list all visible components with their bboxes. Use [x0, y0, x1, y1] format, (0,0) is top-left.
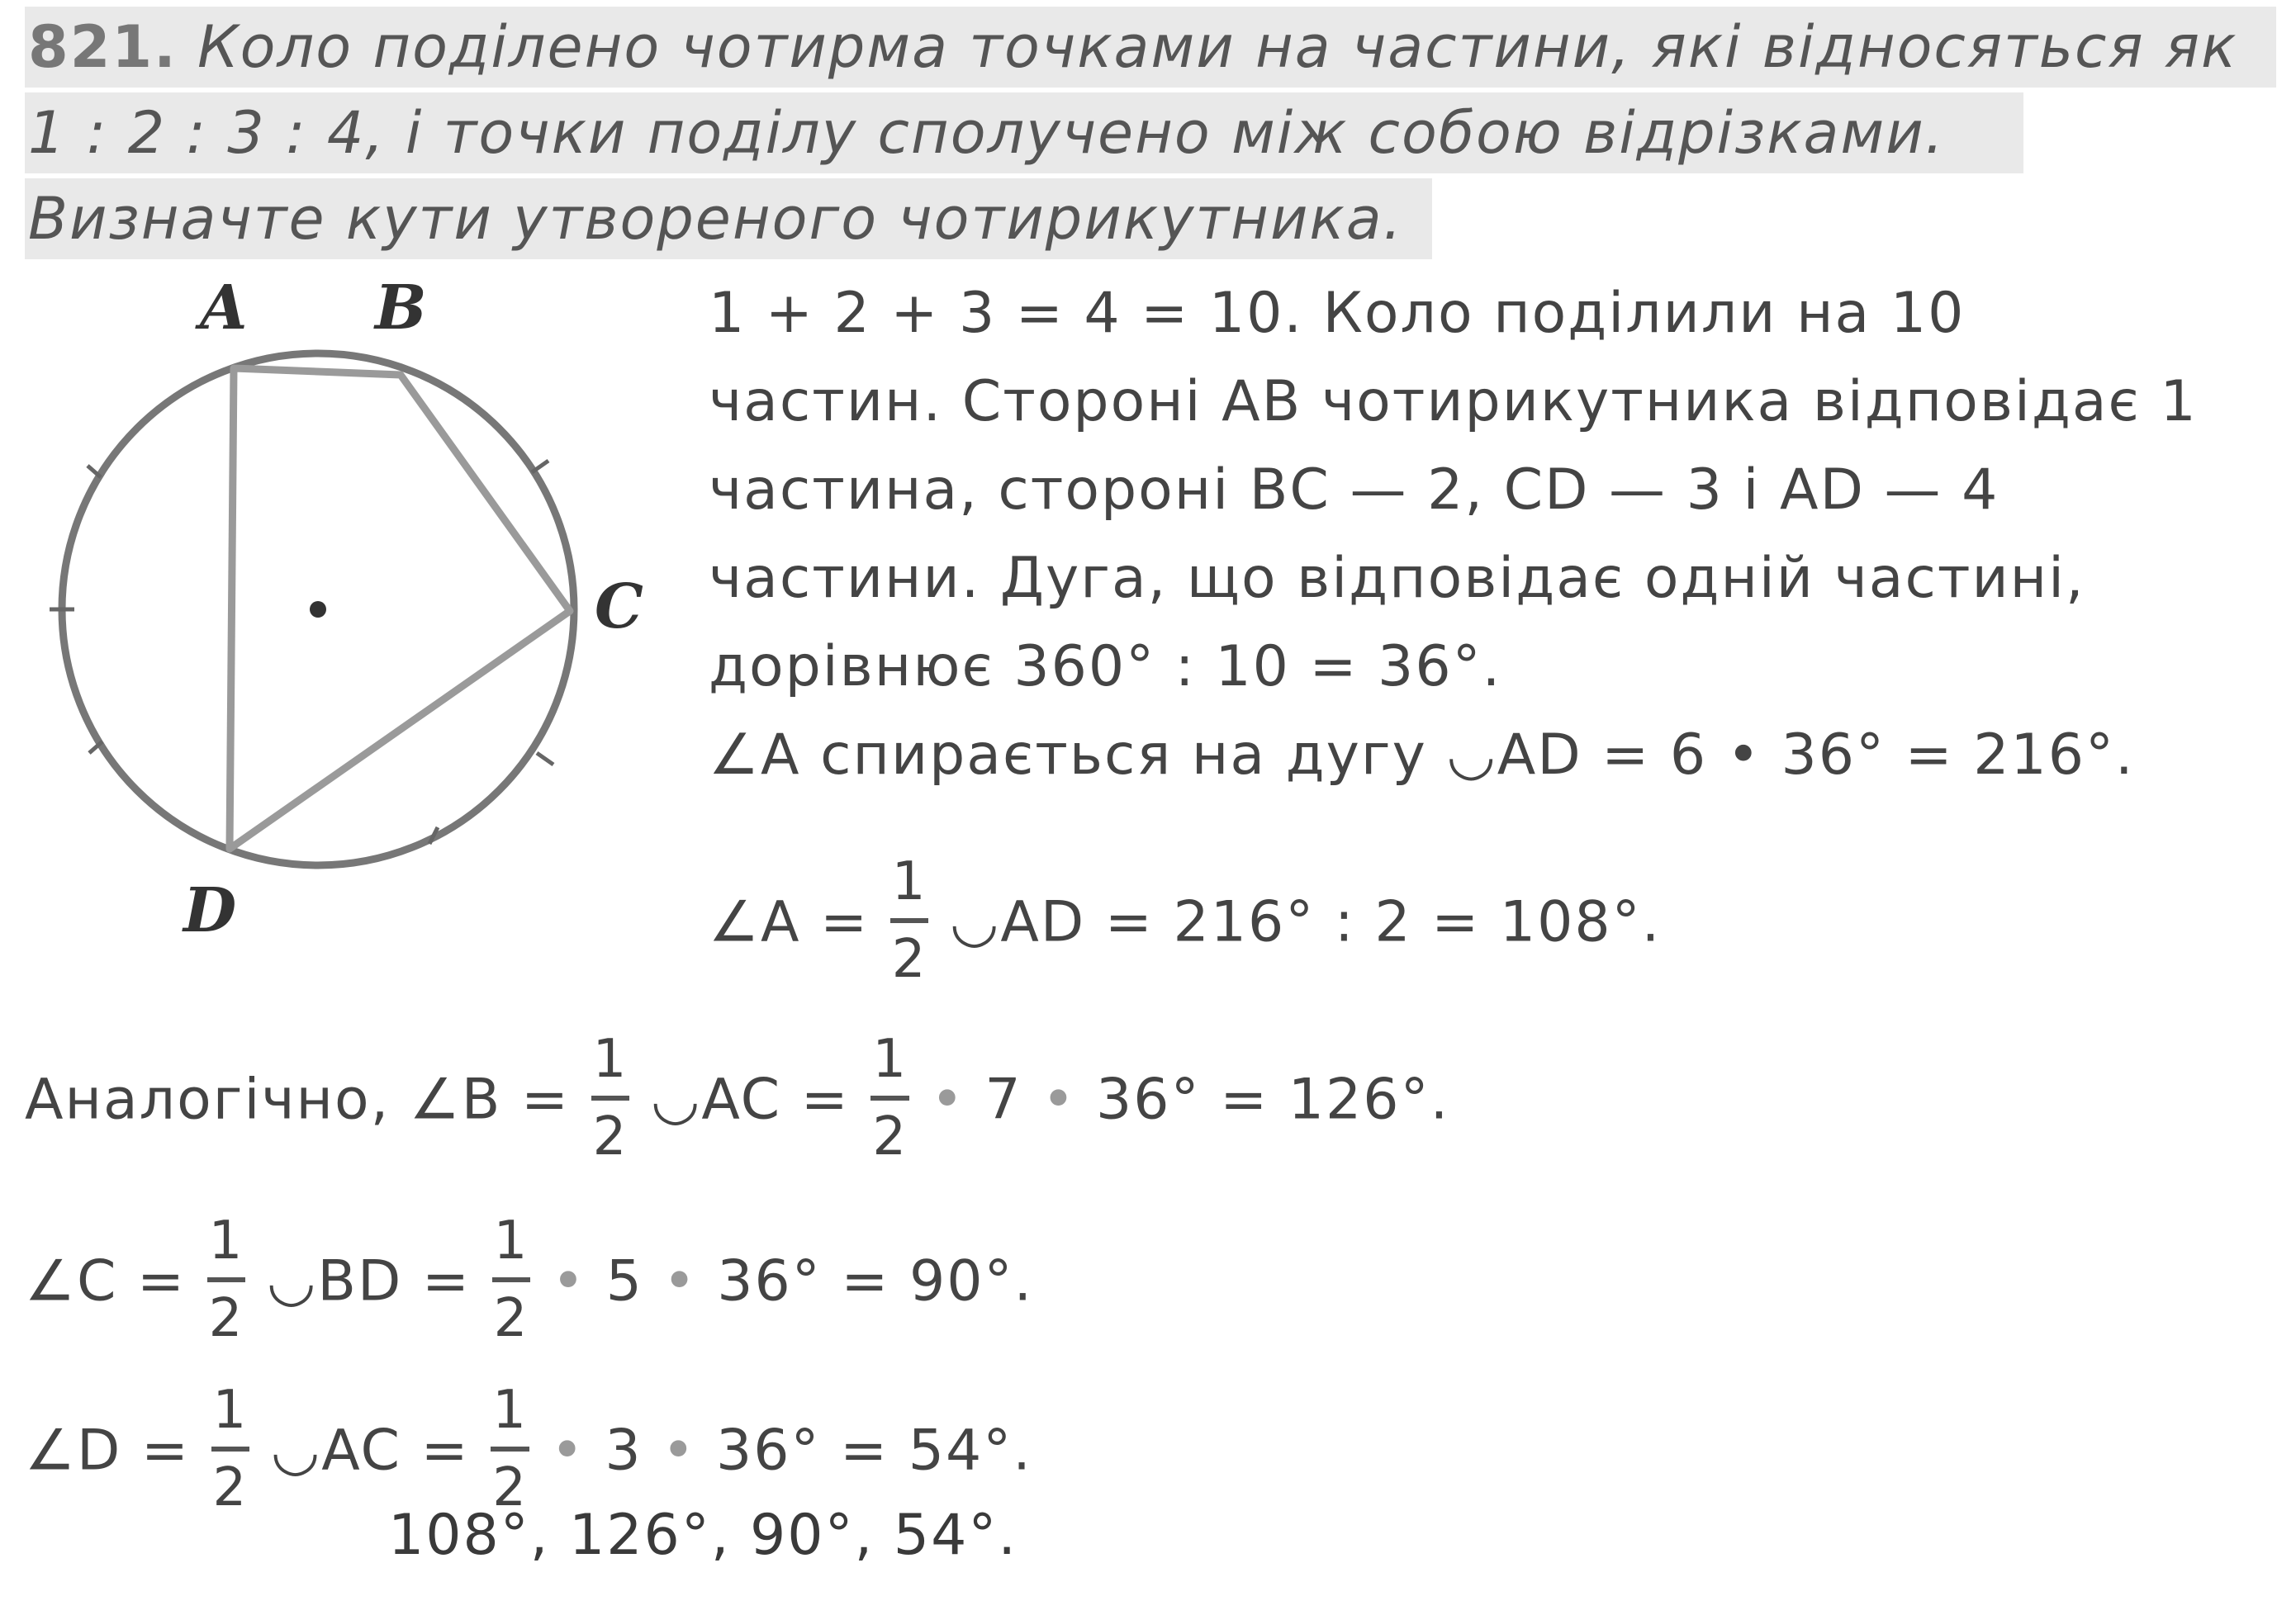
solution-line-3: частина, стороні ВС — 2, CD — 3 і AD — 4 — [709, 457, 2000, 523]
fraction-numerator: 1 — [891, 851, 927, 912]
multiply-dot: • — [930, 1067, 965, 1133]
angle-b-prefix: Аналогічно, ∠B = — [25, 1067, 571, 1133]
fraction-numerator: 1 — [492, 1380, 528, 1441]
angle-c-result: 36° = 90°. — [717, 1248, 1034, 1314]
multiply-dot: • — [551, 1248, 587, 1314]
angle-d-result: 36° = 54°. — [715, 1418, 1032, 1484]
angle-a-rest: ◡AD = 216° : 2 = 108°. — [950, 889, 1662, 955]
angle-d-middle: ◡AC = — [270, 1418, 470, 1484]
fraction-denominator: 2 — [208, 1288, 244, 1349]
angle-a-prefix: ∠A = — [709, 889, 870, 955]
solution-line-5: дорівнює 360° : 10 = 36°. — [709, 634, 1502, 699]
multiply-dot: • — [662, 1248, 698, 1314]
label-d: D — [183, 875, 237, 946]
final-answer: 108°, 126°, 90°, 54°. — [388, 1503, 1018, 1568]
angle-c-formula — [25, 1210, 1034, 1349]
fraction-numerator: 1 — [493, 1210, 529, 1272]
fraction-one-half — [494, 1205, 529, 1355]
angle-d-factor: 3 — [605, 1418, 643, 1484]
label-b: B — [375, 272, 427, 343]
multiply-dot: • — [550, 1418, 586, 1484]
solution-line-6: ∠A спирається на дугу ◡AD = 6 • 36° = 216°. — [709, 722, 2135, 788]
fraction-denominator: 2 — [891, 929, 927, 990]
angle-a-formula — [709, 850, 1662, 990]
fraction-numerator: 1 — [208, 1210, 244, 1272]
fraction-one-half — [213, 1374, 249, 1524]
angle-d-prefix: ∠D = — [25, 1418, 190, 1484]
multiply-dot: • — [662, 1418, 697, 1484]
solution-line-4: частини. Дуга, що відповідає одній частині, — [709, 546, 2085, 611]
fraction-denominator: 2 — [212, 1457, 249, 1518]
angle-b-result: 36° = 126°. — [1096, 1067, 1450, 1133]
fraction-numerator: 1 — [212, 1380, 249, 1441]
fraction-denominator: 2 — [872, 1106, 908, 1167]
solution-line-2: частин. Стороні АВ чотирикутника відповідає 1 — [709, 369, 2198, 434]
fraction-numerator: 1 — [592, 1029, 629, 1090]
angle-c-middle: ◡BD = — [267, 1248, 471, 1314]
angle-b-formula — [25, 1028, 1450, 1167]
angle-b-factor: 7 — [984, 1067, 1022, 1133]
solution-line-1: 1 + 2 + 3 = 4 = 10. Коло поділили на 10 — [709, 281, 1966, 346]
fraction-denominator: 2 — [493, 1288, 529, 1349]
fraction-one-half — [593, 1023, 629, 1173]
angle-c-prefix: ∠C = — [25, 1248, 187, 1314]
fraction-one-half — [892, 845, 927, 996]
problem-number: 821. — [28, 13, 178, 81]
problem-text-1: Коло поділено чотирма точками на частини, які відносяться як — [197, 13, 2238, 81]
multiply-dot: • — [1041, 1067, 1077, 1133]
label-c: C — [595, 571, 643, 642]
fraction-one-half — [872, 1023, 908, 1173]
problem-text-3: Визначте кути утвореного чотирикутника. — [28, 185, 1403, 253]
fraction-one-half — [209, 1205, 244, 1355]
angle-b-middle: ◡AC = — [650, 1067, 850, 1133]
problem-text-2: 1 : 2 : 3 : 4, і точки поділу сполучено між собою відрізками. — [28, 99, 1945, 167]
angle-d-formula — [25, 1379, 1032, 1518]
fraction-denominator: 2 — [592, 1106, 629, 1167]
label-a: A — [200, 272, 248, 343]
fraction-denominator: 2 — [492, 1457, 528, 1518]
fraction-numerator: 1 — [872, 1029, 908, 1090]
angle-c-factor: 5 — [605, 1248, 643, 1314]
